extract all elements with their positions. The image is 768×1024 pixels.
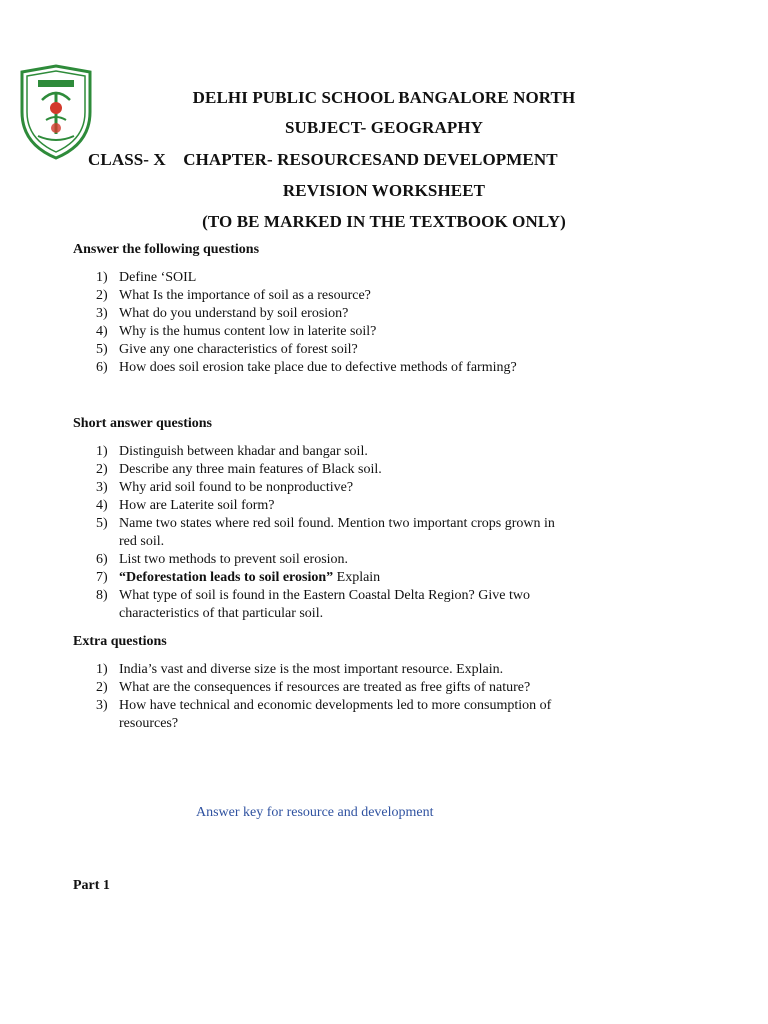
list-item: 3) How have technical and economic developments led to more consumption of resources? [96,698,552,731]
list-item: 3) What do you understand by soil erosion? [96,306,349,321]
list-item: 1) Distinguish between khadar and bangar soil. [96,444,368,459]
list-item: 4) Why is the humus content low in laterite soil? [96,324,377,339]
list-item: 1) Define ‘SOIL [96,270,197,285]
part-heading: Part 1 [73,878,110,893]
list-item: 5) Name two states where red soil found. Mention two important crops grown in red soil. [96,516,555,549]
list-item: 2) What Is the importance of soil as a resource? [96,288,371,303]
section-title-short: Short answer questions [73,416,212,431]
list-item: 1) India’s vast and diverse size is the most important resource. Explain. [96,662,504,677]
list-item: 6) List two methods to prevent soil erosion. [96,552,349,567]
section-title-extra: Extra questions [73,634,167,649]
list-item: 8) What type of soil is found in the Eastern Coastal Delta Region? Give two characteristics of that particular soil. [96,588,530,621]
list-item: 2) What are the consequences if resources are treated as free gifts of nature? [96,680,531,695]
worksheet-title: REVISION WORKSHEET [282,181,486,200]
list-item: 6) How does soil erosion take place due to defective methods of farming? [96,360,517,375]
class-chapter-heading: CLASS- X CHAPTER- RESOURCESAND DEVELOPMENT [88,150,558,169]
extra-questions-list [96,661,586,733]
list-item: 3) Why arid soil found to be nonproductive? [96,480,354,495]
short-questions-list [96,443,566,623]
list-item: 5) Give any one characteristics of forest soil? [96,342,358,357]
answer-key-heading: Answer key for resource and development [196,805,434,820]
worksheet-note: (TO BE MARKED IN THE TEXTBOOK ONLY) [202,212,566,231]
list-item: 4) How are Laterite soil form? [96,498,275,513]
subject-heading: SUBJECT- GEOGRAPHY [284,118,484,137]
school-name: DELHI PUBLIC SCHOOL BANGALORE NORTH [192,88,576,107]
section-title-answer: Answer the following questions [73,242,260,257]
answer-questions-list [96,269,596,377]
list-item: 7) “Deforestation leads to soil erosion” Explain [96,570,381,585]
list-item: 2) Describe any three main features of Black soil. [96,462,382,477]
school-crest-icon [16,64,96,160]
